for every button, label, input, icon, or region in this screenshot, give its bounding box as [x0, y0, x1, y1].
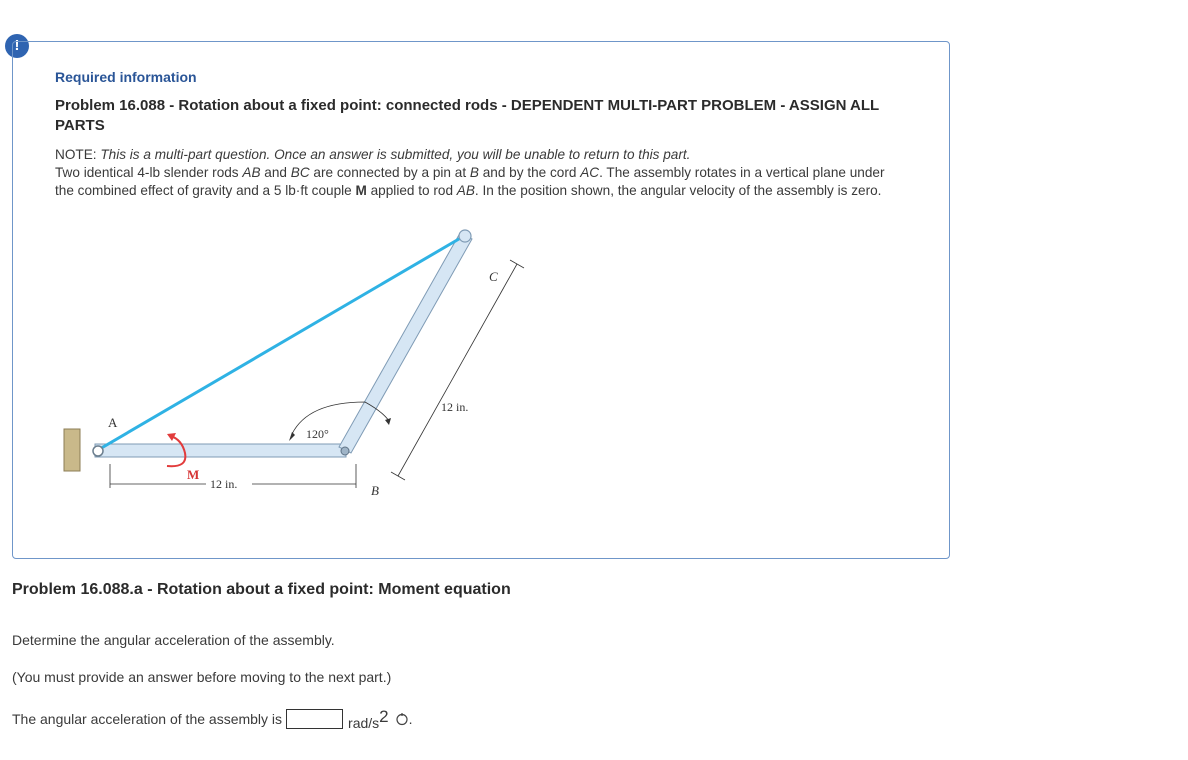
angle-label: 120° — [306, 427, 329, 441]
instruction-text: (You must provide an answer before moving to the next part.) — [12, 669, 392, 685]
problem-title: Problem 16.088 - Rotation about a fixed point: connected rods - DEPENDENT MULTI-PART PROBLEM - ASSIGN ALL PARTS — [55, 97, 879, 134]
note-label: NOTE: — [55, 147, 97, 162]
problem-description: Two identical 4-lb slender rods AB and BC are connected by a pin at B and by the cord AC. The assembly rotates in a vertical plane under the combined effect of gravity and a 5 lb·ft couple M applied to rod AB. In the position shown, the angular velocity of the assembly is zero. — [55, 165, 885, 198]
label-c: C — [489, 269, 498, 284]
label-b: B — [371, 483, 379, 498]
pin-a — [93, 446, 103, 456]
answer-prompt: The angular acceleration of the assembly is — [12, 711, 283, 727]
pin-b — [341, 447, 349, 455]
required-information-heading: Required information — [55, 69, 197, 85]
dim-line-bc — [398, 264, 517, 476]
answer-row — [12, 707, 413, 731]
required-information-panel — [12, 41, 950, 559]
note-line — [55, 146, 895, 164]
rod-assembly-figure — [58, 222, 538, 522]
label-m: M — [187, 467, 200, 482]
pin-c — [459, 230, 471, 242]
label-a: A — [108, 415, 118, 430]
trailing-period: . — [408, 711, 413, 727]
alert-icon: ! — [5, 34, 29, 58]
question-text: Determine the angular acceleration of the assembly. — [12, 632, 335, 648]
note-text: This is a multi-part question. Once an answer is submitted, you will be unable to return to this part. — [100, 147, 691, 162]
dim-label-bc: 12 in. — [441, 400, 469, 414]
angular-acceleration-input[interactable] — [286, 709, 343, 729]
unit-label: rad/$s^2$ — [348, 707, 389, 731]
rod-bc — [339, 233, 472, 453]
answer-status-icon — [395, 712, 409, 726]
problem-statement — [55, 146, 895, 200]
rod-ab — [95, 444, 346, 457]
wall-support — [64, 429, 80, 471]
part-title: Problem 16.088.a - Rotation about a fixed point: Moment equation — [12, 581, 511, 598]
dim-label-ab: 12 in. — [210, 477, 238, 491]
